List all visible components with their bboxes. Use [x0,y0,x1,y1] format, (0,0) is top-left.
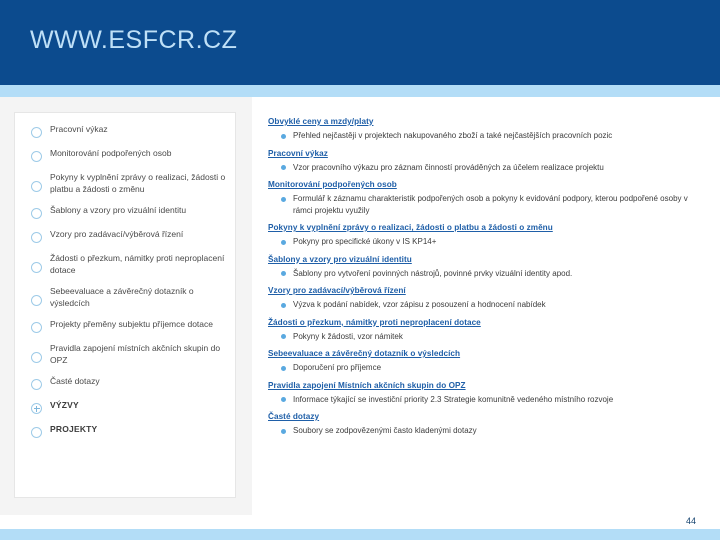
sidebar-item-label: Časté dotazy [50,376,100,386]
bullet-text: Doporučení pro příjemce [293,363,382,372]
bullet-dot-icon [281,240,286,245]
page-title: WWW.ESFCR.CZ [30,26,238,54]
section-heading-link[interactable]: Pokyny k vyplnění zprávy o realizaci, žádosti o platbu a žádosti o změnu [268,223,553,232]
content-bullet [268,425,708,437]
bullet-text: Přehled nejčastěji v projektech nakupovaného zboží a také nejčastějších pracovních pozic [293,131,613,140]
radio-icon [31,295,42,306]
sidebar-item-10[interactable] [15,395,237,419]
bullet-dot-icon [281,303,286,308]
sidebar-item-2[interactable] [15,167,237,200]
sidebar-item-label: Šablony a vzory pro vizuální identitu [50,205,187,215]
sidebar-item-8[interactable] [15,338,237,371]
sidebar-item-11[interactable] [15,419,237,443]
content-bullet [268,193,708,216]
bullet-dot-icon [281,334,286,339]
content-section [268,148,708,174]
section-heading-link[interactable]: Pracovní výkaz [268,148,328,158]
radio-icon [31,427,42,438]
content-section-list [268,116,708,443]
section-heading-link[interactable]: Časté dotazy [268,412,320,421]
radio-icon [31,262,42,273]
radio-icon [31,151,42,162]
content-section [268,116,708,142]
radio-icon [31,322,42,333]
section-heading-link[interactable]: Vzory pro zadávací/výběrová řízení [268,286,406,295]
radio-icon [31,181,42,192]
sidebar-item-label: Vzory pro zadávací/výběrová řízení [50,229,184,239]
sidebar-item-6[interactable] [15,281,237,314]
bullet-dot-icon [281,165,286,170]
sidebar-item-label: Pravidla zapojení místních akčních skupin do OPZ [50,343,221,365]
section-heading-link[interactable]: Obvyklé ceny a mzdy/platy [268,117,374,126]
bullet-dot-icon [281,197,286,202]
sidebar-item-label: Žádosti o přezkum, námitky proti neproplacení dotace [50,253,225,275]
content-section [268,317,708,343]
plus-icon [31,403,42,414]
section-heading-link[interactable]: Sebeevaluace a závěrečný dotazník o výsledcích [268,349,461,358]
sidebar-item-label: VÝZVY [50,400,79,410]
header-accent-band [0,85,720,97]
content-section [268,254,708,280]
radio-icon [31,232,42,243]
sidebar-item-0[interactable] [15,119,237,143]
sidebar-item-label: Sebeevaluace a závěrečný dotazník o výsledcích [50,286,194,308]
section-heading-link[interactable]: Šablony a vzory pro vizuální identitu [268,254,412,264]
content-bullet [268,299,708,311]
sidebar-item-1[interactable] [15,143,237,167]
bullet-text: Výzva k podání nabídek, vzor zápisu z posouzení a hodnocení nabídek [293,300,546,309]
footer-band [0,529,720,540]
content-section [268,380,708,406]
content-bullet [268,362,708,374]
content-bullet [268,331,708,343]
sidebar-item-label: Projekty přeměny subjektu příjemce dotace [50,319,213,329]
content-section [268,179,708,216]
sidebar-item-4[interactable] [15,224,237,248]
page-number: 44 [685,516,696,526]
bullet-text: Soubory se zodpovězenými často kladenými dotazy [293,426,477,435]
content-panel [252,97,720,515]
sidebar-card [14,112,236,498]
bullet-text: Pokyny pro specifické úkony v IS KP14+ [293,237,437,246]
section-heading-link[interactable]: Pravidla zapojení Místních akčních skupin do OPZ [268,380,466,390]
radio-icon [31,208,42,219]
bullet-text: Pokyny k žádosti, vzor námitek [293,331,403,341]
content-bullet [268,130,708,142]
sidebar-item-label: PROJEKTY [50,424,98,434]
content-section [268,348,708,374]
bullet-dot-icon [281,366,286,371]
sidebar-nav-list [15,119,237,443]
bullet-dot-icon [281,397,286,402]
radio-icon [31,127,42,138]
content-bullet [268,268,708,280]
screenshot-area [0,97,720,515]
sidebar-item-9[interactable] [15,371,237,395]
bullet-text: Informace týkající se investiční priority 2.3 Strategie komunitně vedeného místního rozvoje [293,394,614,404]
bullet-text: Vzor pracovního výkazu pro záznam činností prováděných za účelem realizace projektu [293,162,604,172]
content-bullet [268,162,708,174]
sidebar-item-3[interactable] [15,200,237,224]
bullet-dot-icon [281,134,286,139]
bullet-text: Formulář k záznamu charakteristik podpořených osob a pokyny k evidování podpory, kterou podpořené osoby v rámci projektu využily [293,194,688,215]
sidebar-item-label: Monitorování podpořených osob [50,148,172,158]
content-bullet [268,394,708,406]
bullet-text: Šablony pro vytvoření povinných nástrojů, povinné prvky vizuální identity apod. [293,268,573,278]
sidebar-item-label: Pokyny k vyplnění zprávy o realizaci, žádosti o platbu a žádosti o změnu [50,172,226,194]
section-heading-link[interactable]: Žádosti o přezkum, námitky proti neproplacení dotace [268,317,481,327]
content-section [268,222,708,248]
radio-icon [31,379,42,390]
content-section [268,285,708,311]
section-heading-link[interactable]: Monitorování podpořených osob [268,180,397,189]
sidebar-item-7[interactable] [15,314,237,338]
bullet-dot-icon [281,429,286,434]
sidebar-item-5[interactable] [15,248,237,281]
content-bullet [268,236,708,248]
sidebar-item-label: Pracovní výkaz [50,124,108,134]
content-section [268,411,708,437]
bullet-dot-icon [281,271,286,276]
radio-icon [31,352,42,363]
